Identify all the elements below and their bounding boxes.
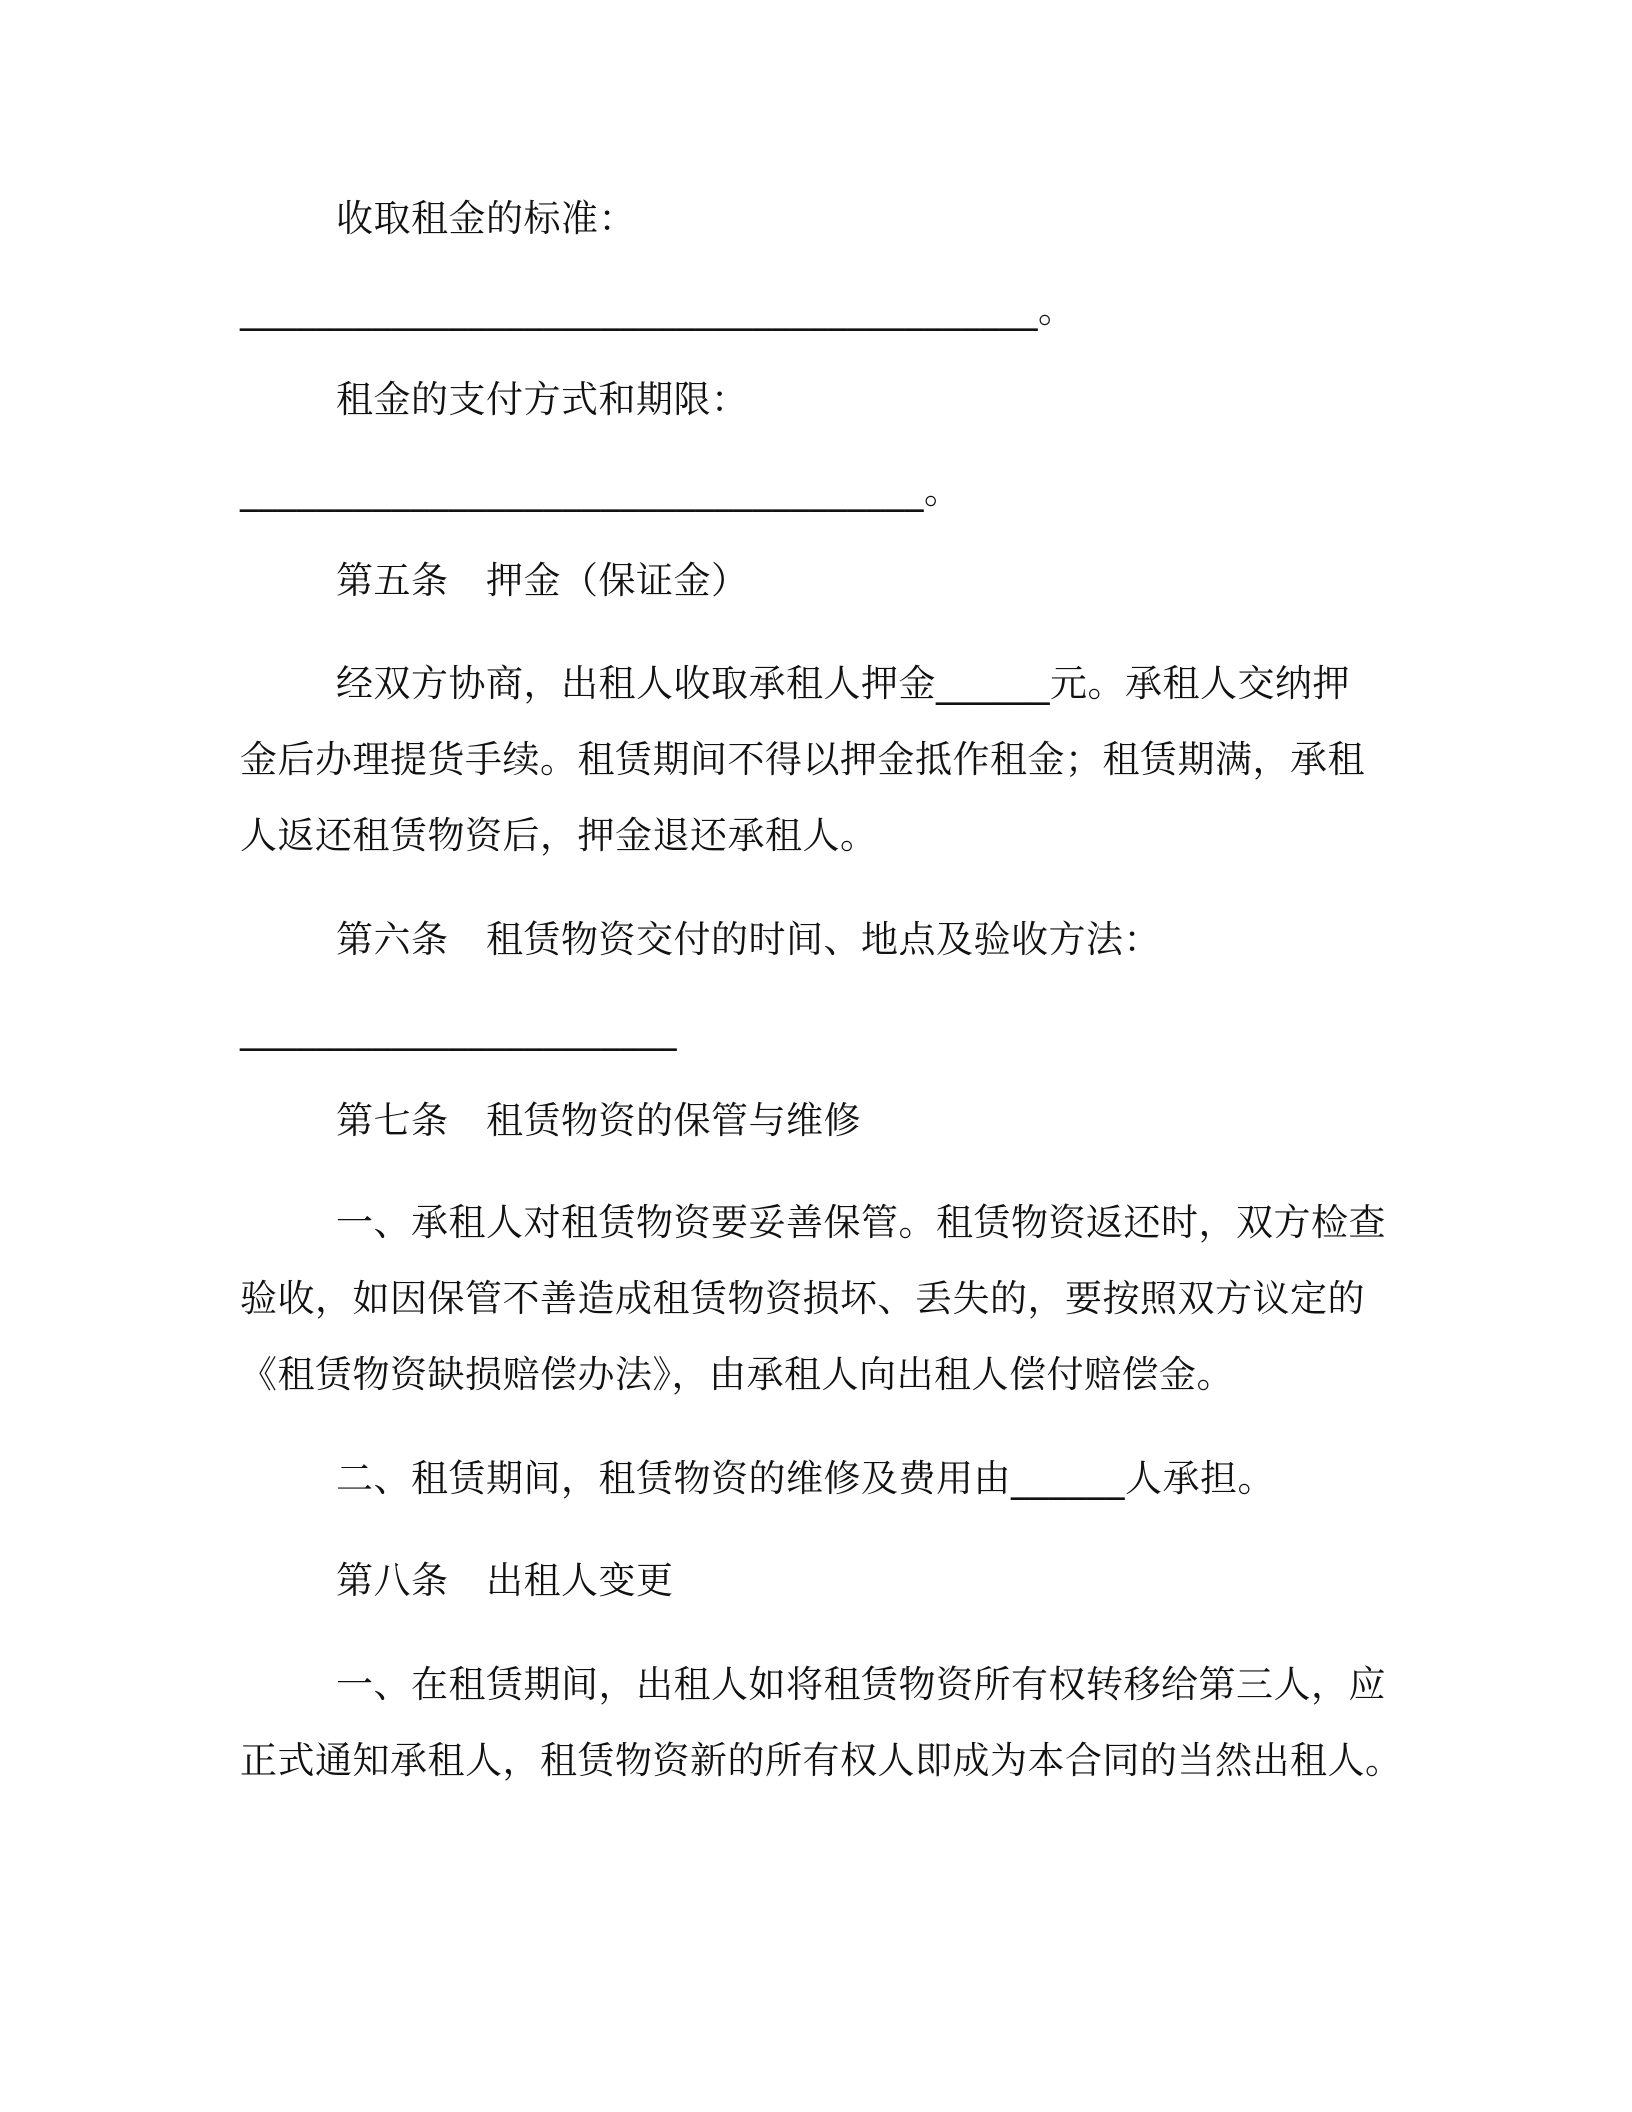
payment-method-label: 租金的支付方式和期限： (336, 378, 749, 421)
article-7-item-1-line-3: 《租赁物资缺损赔偿办法》，由承租人向出租人偿付赔偿金。 (240, 1353, 1234, 1396)
payment-method-blank: ____________________________________。 (240, 469, 962, 512)
article-5-paragraph-line-1: 经双方协商，出租人收取承租人押金______元。承租人交纳押 (336, 662, 1350, 705)
article-8-item-1-line-2: 正式通知承租人，租赁物资新的所有权人即成为本合同的当然出租人。 (240, 1739, 1403, 1782)
article-7-item-1-line-2: 验收，如因保管不善造成租赁物资损坏、丢失的，要按照双方议定的 (240, 1277, 1365, 1320)
article-7-heading: 第七条 租赁物资的保管与维修 (336, 1099, 861, 1142)
article-5-heading: 第五条 押金（保证金） (336, 559, 749, 602)
article-8-item-1-line-1: 一、在租赁期间，出租人如将租赁物资所有权转移给第三人，应 (336, 1663, 1386, 1706)
article-7-item-2: 二、租赁期间，租赁物资的维修及费用由______人承担。 (336, 1457, 1275, 1500)
article-5-paragraph-line-2: 金后办理提货手续。租赁期间不得以押金抵作租金；租赁期满，承租 (240, 738, 1365, 781)
rent-standard-blank: __________________________________________。 (240, 288, 1076, 331)
article-8-heading: 第八条 出租人变更 (336, 1559, 674, 1602)
article-7-item-1-line-1: 一、承租人对租赁物资要妥善保管。租赁物资返还时，双方检查 (336, 1201, 1386, 1244)
rent-standard-label: 收取租金的标准： (336, 197, 636, 240)
article-5-paragraph-line-3: 人返还租赁物资后，押金退还承租人。 (240, 814, 878, 857)
article-6-heading: 第六条 租赁物资交付的时间、地点及验收方法： (336, 918, 1161, 961)
article-6-blank: _______________________ (240, 1008, 677, 1051)
